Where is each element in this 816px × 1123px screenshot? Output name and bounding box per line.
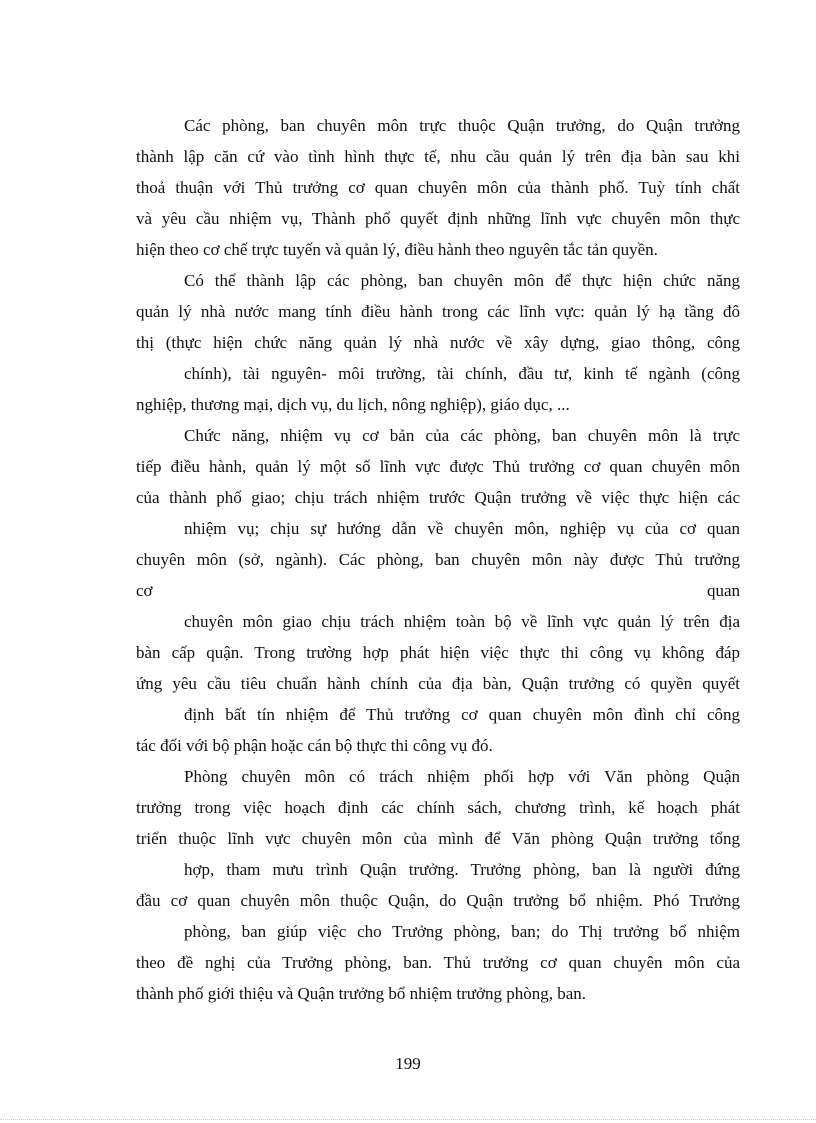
text-line: và yêu cầu nhiệm vụ, Thành phố quyết định những lĩnh vực chuyên môn thực bbox=[136, 209, 740, 228]
text-line: Chức năng, nhiệm vụ cơ bản của các phòng, ban chuyên môn là trực bbox=[184, 426, 740, 445]
page-bottom-divider bbox=[0, 1119, 816, 1120]
text-line: Phòng chuyên môn có trách nhiệm phối hợp với Văn phòng Quận bbox=[184, 767, 740, 786]
text-line: theo đề nghị của Trưởng phòng, ban. Thủ trưởng cơ quan chuyên môn của bbox=[136, 953, 740, 972]
text-line: Có thể thành lập các phòng, ban chuyên môn để thực hiện chức năng bbox=[184, 271, 740, 290]
page-number: 199 bbox=[395, 1054, 421, 1073]
text-line: tiếp điều hành, quản lý một số lĩnh vực được Thủ trưởng cơ quan chuyên môn bbox=[136, 457, 740, 476]
text-line: thành lập căn cứ vào tình hình thực tế, nhu cầu quản lý trên địa bàn sau khi bbox=[136, 147, 740, 166]
text-line: quản lý nhà nước mang tính điều hành trong các lĩnh vực: quản lý hạ tầng đô bbox=[136, 302, 740, 321]
text-line: thành phố giới thiệu và Quận trưởng bổ nhiệm trưởng phòng, ban. bbox=[136, 984, 587, 1003]
text-line: hợp, tham mưu trình Quận trưởng. Trưởng phòng, ban là người đứng bbox=[184, 860, 740, 879]
text-line: thoả thuận với Thủ trưởng cơ quan chuyên môn của thành phố. Tuỳ tính chất bbox=[136, 178, 740, 197]
text-line: nhiệm vụ; chịu sự hướng dẫn về chuyên môn, nghiệp vụ của cơ quan bbox=[184, 519, 740, 538]
text-line: hiện theo cơ chế trực tuyến và quản lý, điều hành theo nguyên tắc tản quyền. bbox=[136, 240, 658, 259]
text-line: chuyên môn giao chịu trách nhiệm toàn bộ về lĩnh vực quản lý trên địa bbox=[184, 612, 740, 631]
text-line: thị (thực hiện chức năng quản lý nhà nước về xây dựng, giao thông, công bbox=[136, 333, 740, 352]
text-line: triển thuộc lĩnh vực chuyên môn của mình để Văn phòng Quận trưởng tổng bbox=[136, 829, 740, 848]
text-line: đầu cơ quan chuyên môn thuộc Quận, do Quận trưởng bổ nhiệm. Phó Trưởng bbox=[136, 891, 740, 910]
text-line: của thành phố giao; chịu trách nhiệm trước Quận trưởng về việc thực hiện các bbox=[136, 488, 740, 507]
text-line: chuyên môn (sở, ngành). Các phòng, ban chuyên môn này được Thủ trưởng bbox=[136, 550, 740, 569]
text-line: tác đối với bộ phận hoặc cán bộ thực thi công vụ đó. bbox=[136, 736, 493, 755]
text-line: định bất tín nhiệm để Thủ trưởng cơ quan chuyên môn đình chỉ công bbox=[184, 705, 740, 724]
text-line: phòng, ban giúp việc cho Trưởng phòng, ban; do Thị trưởng bổ nhiệm bbox=[184, 922, 740, 941]
text-line: ứng yêu cầu tiêu chuẩn hành chính của địa bàn, Quận trưởng có quyền quyết bbox=[136, 674, 740, 693]
text-line: trưởng trong việc hoạch định các chính sách, chương trình, kế hoạch phát bbox=[136, 798, 740, 817]
text-line: nghiệp, thương mại, dịch vụ, du lịch, nông nghiệp), giáo dục, ... bbox=[136, 395, 570, 414]
text-line: Các phòng, ban chuyên môn trực thuộc Quận trưởng, do Quận trưởng bbox=[184, 116, 740, 135]
text-line: chính), tài nguyên- môi trường, tài chính, đầu tư, kinh tế ngành (công bbox=[184, 364, 740, 383]
text-line: bàn cấp quận. Trong trường hợp phát hiện việc thực thi công vụ không đáp bbox=[136, 643, 740, 662]
text-line: cơ quan bbox=[136, 581, 740, 600]
